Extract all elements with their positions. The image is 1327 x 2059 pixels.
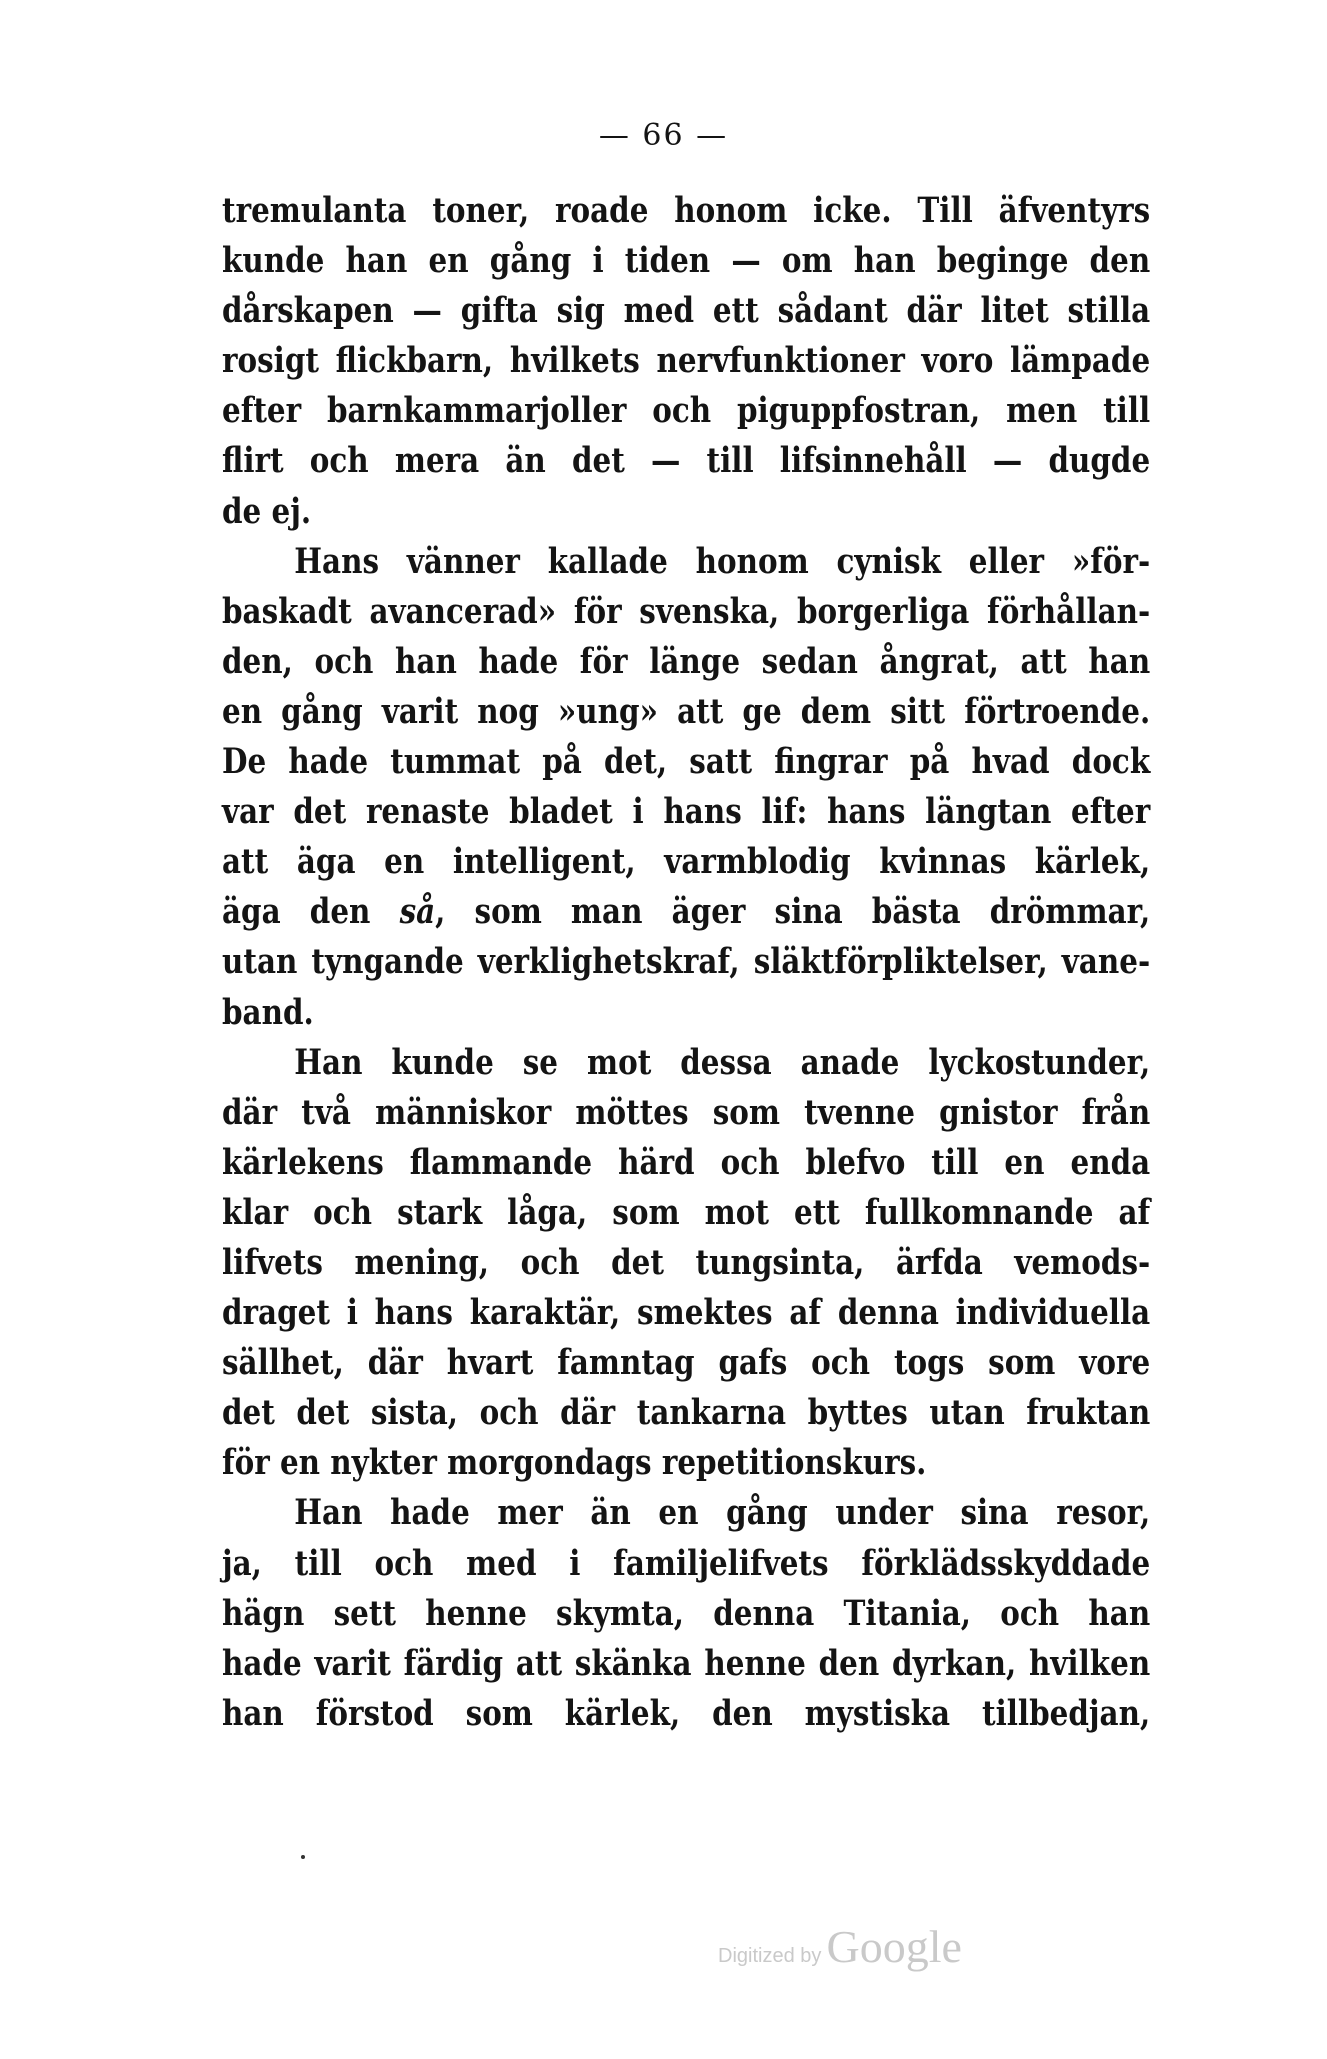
italic-word: så bbox=[399, 891, 436, 933]
text-line: band. bbox=[222, 991, 314, 1033]
text-line: kärlekens flammande härd och blefvo till en enda bbox=[222, 1141, 1151, 1183]
text-line: lifvets mening, och det tungsinta, ärfda vemods- bbox=[222, 1241, 1151, 1283]
text-line: klar och stark låga, som mot ett fullkomnande af bbox=[222, 1191, 1151, 1233]
text-line: den, och han hade för länge sedan ångrat, att han bbox=[222, 640, 1151, 682]
text-line: hade varit färdig att skänka henne den dyrkan, hvilken bbox=[222, 1642, 1151, 1684]
text-line-part: äga den bbox=[222, 891, 371, 933]
print-speck bbox=[301, 1855, 305, 1859]
text-line: efter barnkammarjoller och piguppfostran, men till bbox=[222, 390, 1151, 432]
text-line: de ej. bbox=[222, 490, 312, 532]
text-line: ja, till och med i familjelifvets förklädsskyddade bbox=[222, 1542, 1151, 1584]
text-line: utan tyngande verklighetskraf, släktförpliktelser, vane- bbox=[222, 941, 1151, 983]
text-line: Han kunde se mot dessa anade lyckostunder, bbox=[294, 1041, 1151, 1083]
text-line: Hans vänner kallade honom cynisk eller »för- bbox=[294, 540, 1151, 582]
text-line: det det sista, och där tankarna byttes utan fruktan bbox=[222, 1392, 1151, 1434]
text-line bbox=[222, 887, 1150, 937]
text-line: för en nykter morgondags repetitionskurs. bbox=[222, 1442, 927, 1484]
text-line: tremulanta toner, roade honom icke. Till äfventyrs bbox=[222, 190, 1151, 231]
text-line: dårskapen — gifta sig med ett sådant där litet stilla bbox=[222, 290, 1151, 332]
text-line: att äga en intelligent, varmblodig kvinnas kärlek, bbox=[222, 841, 1151, 883]
page-number: — 66 — bbox=[598, 118, 729, 153]
watermark-brand: Google bbox=[826, 1921, 962, 1972]
text-line: var det renaste bladet i hans lif: hans längtan efter bbox=[222, 791, 1151, 833]
text-line: draget i hans karaktär, smektes af denna individuella bbox=[222, 1292, 1151, 1334]
text-line: De hade tummat på det, satt fingrar på hvad dock bbox=[222, 741, 1151, 783]
digitized-watermark bbox=[718, 1920, 962, 1973]
body-text bbox=[222, 186, 1150, 1739]
text-line-part: , som man äger sina bästa drömmar, bbox=[435, 891, 1151, 933]
text-line: han förstod som kärlek, den mystiska tillbedjan, bbox=[222, 1692, 1151, 1734]
text-line: hägn sett henne skymta, denna Titania, och han bbox=[222, 1592, 1151, 1634]
text-line: där två människor möttes som tvenne gnistor från bbox=[222, 1091, 1151, 1133]
watermark-prefix: Digitized by bbox=[718, 1945, 822, 1967]
text-line: en gång varit nog »ung» att ge dem sitt förtroende. bbox=[222, 690, 1151, 732]
text-line: sällhet, där hvart famntag gafs och togs som vore bbox=[222, 1342, 1151, 1384]
text-line: Han hade mer än en gång under sina resor, bbox=[294, 1492, 1151, 1534]
text-line: flirt och mera än det — till lifsinnehåll — dugde bbox=[222, 440, 1151, 482]
text-line: baskadt avancerad» för svenska, borgerliga förhållan- bbox=[222, 590, 1151, 632]
text-line: kunde han en gång i tiden — om han beginge den bbox=[222, 240, 1151, 282]
text-line: rosigt flickbarn, hvilkets nervfunktioner voro lämpade bbox=[222, 340, 1151, 382]
